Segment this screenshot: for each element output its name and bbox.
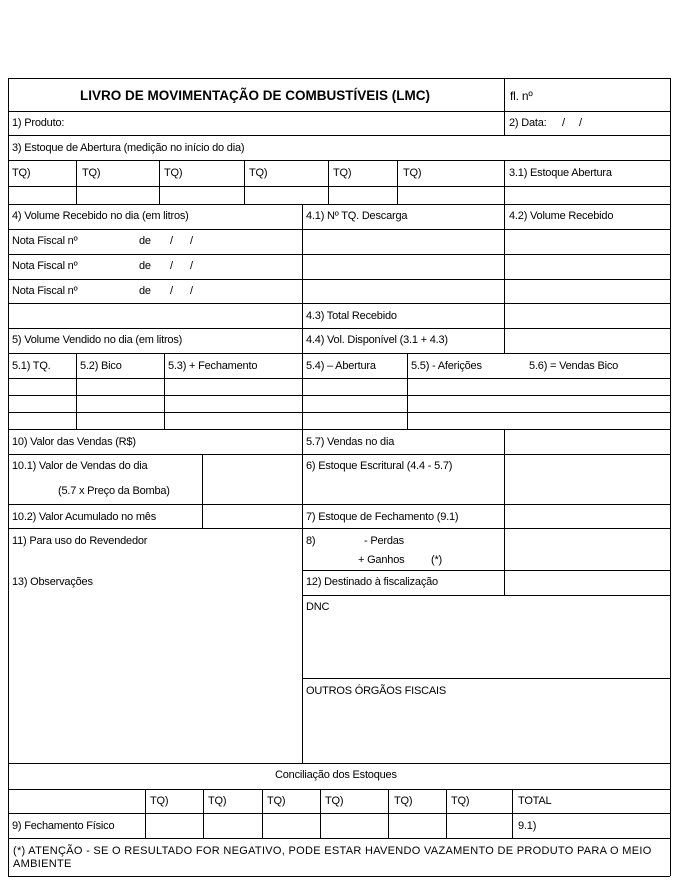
rule bbox=[302, 570, 670, 571]
rule bbox=[8, 429, 670, 430]
total-header: TOTAL bbox=[518, 795, 552, 807]
rule bbox=[8, 763, 670, 764]
tq-descarga-label: 4.1) Nº TQ. Descarga bbox=[306, 210, 408, 222]
item8-label: 8) bbox=[306, 535, 316, 547]
date-slash: / bbox=[579, 117, 582, 129]
date-slash: / bbox=[170, 260, 173, 272]
nota-fiscal-label: Nota Fiscal nº bbox=[12, 285, 78, 297]
rule bbox=[397, 160, 398, 204]
rule bbox=[328, 160, 329, 204]
date-slash: / bbox=[170, 235, 173, 247]
total-recebido-label: 4.3) Total Recebido bbox=[306, 310, 397, 322]
rule bbox=[504, 78, 505, 136]
atencao-note: (*) ATENÇÃO - SE O RESULTADO FOR NEGATIVO, PODE ESTAR HAVENDO VAZAMENTO DE PRODUTO PARA O MEIO AMBIENTE bbox=[13, 845, 652, 870]
valor-vendas-dia-label: 10.1) Valor de Vendas do dia bbox=[12, 460, 148, 472]
volume-recebido-dia-label: 4) Volume Recebido no dia (em litros) bbox=[12, 210, 189, 222]
fechamento-fisico-label: 9) Fechamento Físico bbox=[12, 820, 115, 832]
rule bbox=[262, 789, 263, 838]
produto-field[interactable]: 1) Produto: bbox=[12, 117, 65, 129]
rule bbox=[8, 528, 670, 529]
rule bbox=[504, 160, 505, 204]
rule bbox=[8, 78, 670, 79]
rule bbox=[203, 789, 204, 838]
rule bbox=[8, 454, 670, 455]
ganhos-label: + Ganhos bbox=[358, 554, 405, 566]
rule bbox=[8, 813, 670, 814]
estoque-escritural-label: 6) Estoque Escritural (4.4 - 5.7) bbox=[306, 460, 453, 472]
col-bico-header: 5.2) Bico bbox=[80, 360, 122, 372]
rule bbox=[320, 789, 321, 838]
col-fechamento-header: 5.3) + Fechamento bbox=[168, 360, 258, 372]
tq-label: TQ) bbox=[164, 167, 183, 179]
col-afericoes-header: 5.5) - Aferições bbox=[411, 360, 482, 372]
rule bbox=[8, 504, 670, 505]
preco-bomba-label: (5.7 x Preço da Bomba) bbox=[58, 485, 170, 497]
volume-vendido-dia-label: 5) Volume Vendido no dia (em litros) bbox=[12, 334, 183, 346]
rule bbox=[8, 395, 670, 396]
rule bbox=[76, 353, 77, 429]
tq-label: TQ) bbox=[267, 795, 286, 807]
rule bbox=[8, 160, 670, 161]
nota-fiscal-de: de bbox=[139, 260, 151, 272]
rule bbox=[8, 789, 670, 790]
rule bbox=[8, 111, 670, 112]
date-slash: / bbox=[190, 285, 193, 297]
rule bbox=[8, 204, 670, 205]
nota-fiscal-label: Nota Fiscal nº bbox=[12, 260, 78, 272]
rule bbox=[8, 876, 670, 877]
nota-fiscal-de: de bbox=[139, 235, 151, 247]
destinado-fiscalizacao-label: 12) Destinado à fiscalização bbox=[306, 576, 438, 588]
tq-label: TQ) bbox=[451, 795, 470, 807]
perdas-label: - Perdas bbox=[364, 535, 404, 547]
uso-revendedor-label: 11) Para uso do Revendedor bbox=[12, 535, 148, 547]
rule bbox=[8, 378, 670, 379]
tq-label: TQ) bbox=[12, 167, 31, 179]
rule bbox=[159, 160, 160, 204]
rule bbox=[8, 412, 670, 413]
tq-label: TQ) bbox=[150, 795, 169, 807]
rule bbox=[202, 454, 203, 528]
rule bbox=[670, 78, 671, 876]
nota-fiscal-label: Nota Fiscal nº bbox=[12, 235, 78, 247]
data-field[interactable]: 2) Data: bbox=[509, 117, 547, 129]
item91-label: 9.1) bbox=[518, 820, 537, 832]
rule bbox=[504, 429, 505, 595]
valor-acumulado-label: 10.2) Valor Acumulado no mês bbox=[12, 511, 157, 523]
asterisco-label: (*) bbox=[431, 554, 443, 566]
rule bbox=[8, 838, 670, 839]
estoque-fechamento-label: 7) Estoque de Fechamento (9.1) bbox=[306, 511, 459, 523]
date-slash: / bbox=[562, 117, 565, 129]
rule bbox=[8, 186, 670, 187]
rule bbox=[244, 160, 245, 204]
volume-recebido-label: 4.2) Volume Recebido bbox=[509, 210, 614, 222]
form-title: LIVRO DE MOVIMENTAÇÃO DE COMBUSTÍVEIS (LMC) bbox=[80, 88, 430, 103]
tq-label: TQ) bbox=[82, 167, 101, 179]
rule bbox=[407, 353, 408, 429]
rule bbox=[8, 135, 670, 136]
rule bbox=[512, 789, 513, 838]
outros-orgaos-label: OUTROS ÓRGÃOS FISCAIS bbox=[306, 685, 447, 697]
estoque-abertura-total-label: 3.1) Estoque Abertura bbox=[509, 167, 612, 179]
tq-label: TQ) bbox=[333, 167, 352, 179]
col-abertura-header: 5.4) – Abertura bbox=[306, 360, 376, 372]
rule bbox=[388, 789, 389, 838]
rule bbox=[8, 353, 670, 354]
nota-fiscal-de: de bbox=[139, 285, 151, 297]
dnc-label: DNC bbox=[306, 601, 330, 613]
rule bbox=[8, 229, 670, 230]
tq-label: TQ) bbox=[325, 795, 344, 807]
rule bbox=[76, 160, 77, 204]
rule bbox=[8, 328, 670, 329]
rule bbox=[446, 789, 447, 838]
date-slash: / bbox=[170, 285, 173, 297]
tq-label: TQ) bbox=[249, 167, 268, 179]
observacoes-label: 13) Observações bbox=[12, 576, 93, 588]
tq-label: TQ) bbox=[394, 795, 413, 807]
rule bbox=[8, 78, 9, 876]
tq-label: TQ) bbox=[403, 167, 422, 179]
col-vendas-bico-header: 5.6) = Vendas Bico bbox=[529, 360, 619, 372]
col-tq-header: 5.1) TQ. bbox=[12, 360, 51, 372]
rule bbox=[302, 678, 670, 679]
valor-vendas-label: 10) Valor das Vendas (R$) bbox=[12, 436, 136, 448]
tq-label: TQ) bbox=[208, 795, 227, 807]
folio-label: fl. nº bbox=[510, 89, 533, 103]
estoque-abertura-label: 3) Estoque de Abertura (medição no início do dia) bbox=[12, 142, 245, 154]
rule bbox=[164, 353, 165, 429]
rule bbox=[302, 595, 670, 596]
rule bbox=[302, 204, 303, 763]
vendas-no-dia-label: 5.7) Vendas no dia bbox=[306, 436, 395, 448]
conciliacao-title: Conciliação dos Estoques bbox=[275, 769, 397, 781]
rule bbox=[8, 254, 670, 255]
vol-disponivel-label: 4.4) Vol. Disponível (3.1 + 4.3) bbox=[306, 334, 448, 346]
date-slash: / bbox=[190, 260, 193, 272]
rule bbox=[8, 303, 670, 304]
rule bbox=[145, 789, 146, 838]
rule bbox=[504, 204, 505, 353]
rule bbox=[8, 279, 670, 280]
date-slash: / bbox=[190, 235, 193, 247]
